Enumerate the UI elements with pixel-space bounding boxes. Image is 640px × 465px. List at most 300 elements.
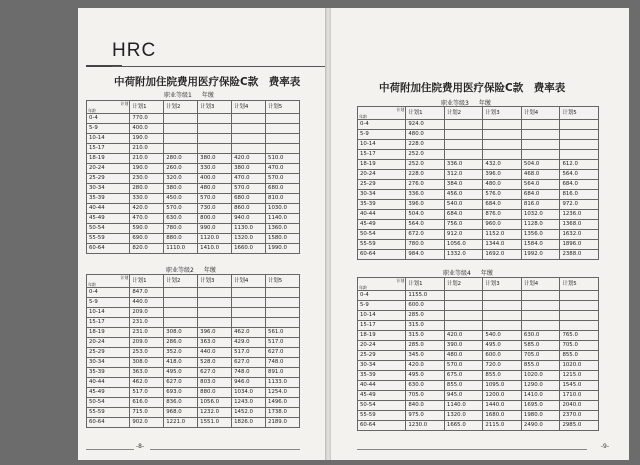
premium-cell: 1344.0 [483,240,522,250]
age-band-cell: 30-34 [87,358,130,368]
premium-cell: 972.0 [560,200,599,210]
premium-cell: 630.0 [521,331,560,341]
table-row [87,338,300,348]
table-row [87,348,300,358]
rate-table-level-2 [86,274,300,428]
table-caption [164,90,224,99]
premium-cell [483,150,522,160]
age-band-cell: 50-54 [87,224,130,234]
premium-cell [266,134,300,144]
table-caption [443,268,503,277]
premium-cell [266,288,300,298]
premium-cell: 570.0 [232,184,266,194]
table-row [358,240,599,250]
premium-cell: 1221.0 [164,418,198,428]
premium-cell: 429.0 [232,338,266,348]
table-row [87,224,300,234]
premium-cell: 800.0 [198,214,232,224]
table-row [87,358,300,368]
premium-cell: 570.0 [198,194,232,204]
premium-cell: 590.0 [130,224,164,234]
premium-cell: 684.0 [560,180,599,190]
premium-cell: 209.0 [130,338,164,348]
premium-cell [444,130,483,140]
premium-cell: 252.0 [406,150,445,160]
premium-cell: 816.0 [560,190,599,200]
premium-cell: 810.0 [266,194,300,204]
premium-cell: 946.0 [232,378,266,388]
premium-cell [232,288,266,298]
premium-cell: 1215.0 [560,371,599,381]
table-row [87,418,300,428]
premium-cell: 2388.0 [560,250,599,260]
premium-cell: 380.0 [198,154,232,164]
age-band-cell: 15-17 [358,150,406,160]
age-band-cell: 55-59 [87,234,130,244]
premium-cell [521,291,560,301]
premium-cell: 1030.0 [266,204,300,214]
premium-cell: 705.0 [560,341,599,351]
age-band-cell: 35-39 [358,371,406,381]
premium-cell: 380.0 [164,184,198,194]
premium-cell: 847.0 [130,288,164,298]
header-age-label: 年龄 [88,108,96,113]
premium-cell: 480.0 [406,130,445,140]
table-row [87,244,300,254]
premium-cell: 748.0 [232,368,266,378]
table-row [358,210,599,220]
premium-cell: 450.0 [164,194,198,204]
premium-cell: 1128.0 [521,220,560,230]
premium-cell [483,291,522,301]
table-row [358,351,599,361]
table-row [358,391,599,401]
premium-cell [164,318,198,328]
age-band-cell: 25-29 [87,348,130,358]
premium-cell: 252.0 [406,160,445,170]
age-band-cell: 20-24 [87,164,130,174]
age-band-cell: 0-4 [87,288,130,298]
premium-cell: 780.0 [164,224,198,234]
table-row [87,154,300,164]
premium-cell: 462.0 [232,328,266,338]
premium-cell: 2115.0 [483,421,522,431]
table-row [358,230,599,240]
footer-rule [357,449,587,450]
premium-cell: 315.0 [406,321,445,331]
premium-cell: 902.0 [130,418,164,428]
age-band-cell: 40-44 [358,210,406,220]
premium-cell: 820.0 [130,244,164,254]
table-row [87,388,300,398]
premium-cell: 280.0 [164,154,198,164]
age-band-cell: 5-9 [87,298,130,308]
premium-cell: 1368.0 [560,220,599,230]
premium-cell: 1320.0 [444,411,483,421]
premium-cell [560,140,599,150]
plan-header: 计划5 [266,101,300,114]
premium-cell: 576.0 [483,190,522,200]
age-band-cell: 20-24 [87,338,130,348]
premium-cell [483,311,522,321]
table-row [358,150,599,160]
premium-cell: 940.0 [232,214,266,224]
table-row [358,220,599,230]
premium-cell: 855.0 [483,371,522,381]
premium-cell: 585.0 [521,341,560,351]
premium-cell: 230.0 [130,174,164,184]
premium-cell: 780.0 [406,240,445,250]
premium-cell: 1896.0 [560,240,599,250]
premium-cell: 803.0 [198,378,232,388]
premium-cell: 730.0 [198,204,232,214]
age-band-cell: 15-17 [358,321,406,331]
premium-cell: 1826.0 [232,418,266,428]
premium-cell: 1660.0 [232,244,266,254]
premium-cell [444,291,483,301]
premium-cell: 480.0 [444,351,483,361]
premium-cell: 1710.0 [560,391,599,401]
header-plan-label: 计划 [396,278,405,283]
age-band-cell: 55-59 [358,240,406,250]
premium-cell [266,318,300,328]
premium-cell [232,134,266,144]
table-row [87,298,300,308]
premium-cell: 855.0 [521,361,560,371]
table-row [87,408,300,418]
premium-cell: 470.0 [130,214,164,224]
table-row [87,398,300,408]
age-band-cell: 18-19 [87,154,130,164]
premium-cell: 418.0 [164,358,198,368]
premium-cell: 627.0 [198,368,232,378]
premium-cell: 380.0 [232,164,266,174]
premium-cell [232,124,266,134]
premium-cell: 504.0 [406,210,445,220]
premium-cell: 315.0 [406,331,445,341]
table-row [358,170,599,180]
age-band-cell: 25-29 [358,351,406,361]
table-row [358,411,599,421]
premium-cell: 1152.0 [483,230,522,240]
premium-cell: 880.0 [164,234,198,244]
premium-cell [198,114,232,124]
premium-cell [198,308,232,318]
premium-cell: 495.0 [483,341,522,351]
plan-header: 计划3 [198,275,232,288]
premium-cell [232,298,266,308]
premium-cell: 363.0 [130,368,164,378]
premium-cell [198,318,232,328]
premium-cell [483,140,522,150]
premium-cell: 352.0 [164,348,198,358]
premium-cell [560,311,599,321]
premium-cell: 363.0 [198,338,232,348]
plan-header: 计划4 [521,278,560,291]
premium-cell [266,298,300,308]
premium-cell: 276.0 [406,180,445,190]
footer-rule [150,449,300,450]
premium-cell: 2490.0 [521,421,560,431]
plan-header: 计划4 [521,107,560,120]
age-band-cell: 10-14 [87,134,130,144]
premium-cell: 1140.0 [444,401,483,411]
premium-cell: 680.0 [232,194,266,204]
age-band-cell: 10-14 [87,308,130,318]
premium-cell [198,124,232,134]
premium-cell: 1056.0 [198,398,232,408]
plan-header: 计划3 [198,101,232,114]
premium-cell: 627.0 [266,348,300,358]
premium-cell: 1545.0 [560,381,599,391]
premium-cell [521,311,560,321]
premium-cell: 330.0 [130,194,164,204]
age-band-cell: 60-64 [87,418,130,428]
age-band-cell: 40-44 [87,378,130,388]
table-row [87,114,300,124]
age-band-cell: 55-59 [358,411,406,421]
premium-cell: 312.0 [444,170,483,180]
premium-cell: 1584.0 [521,240,560,250]
table-row [358,311,599,321]
premium-cell [266,114,300,124]
premium-cell: 396.0 [483,170,522,180]
premium-cell [198,288,232,298]
age-band-cell: 45-49 [87,214,130,224]
age-band-cell: 25-29 [87,174,130,184]
premium-cell: 720.0 [483,361,522,371]
premium-cell: 336.0 [406,190,445,200]
age-band-cell: 30-34 [87,184,130,194]
table-row [358,361,599,371]
occupation-level: 职业等级4 [443,270,471,277]
premium-cell: 420.0 [406,361,445,371]
premium-cell: 210.0 [130,154,164,164]
premium-cell: 540.0 [483,331,522,341]
header-age-label: 年龄 [359,114,367,119]
age-band-cell: 40-44 [87,204,130,214]
table-row [87,124,300,134]
premium-cell: 396.0 [406,200,445,210]
premium-cell [164,288,198,298]
premium-cell: 1133.0 [266,378,300,388]
premium-cell: 400.0 [198,174,232,184]
premium-cell: 672.0 [406,230,445,240]
premium-cell: 564.0 [560,170,599,180]
age-band-cell: 18-19 [358,160,406,170]
premium-cell: 975.0 [406,411,445,421]
premium-cell: 330.0 [198,164,232,174]
premium-cell: 1410.0 [198,244,232,254]
premium-cell: 855.0 [560,351,599,361]
premium-cell: 345.0 [406,351,445,361]
age-band-cell: 50-54 [358,401,406,411]
premium-cell: 1140.0 [266,214,300,224]
age-band-cell: 60-64 [87,244,130,254]
age-band-cell: 5-9 [358,130,406,140]
table-row [358,331,599,341]
premium-cell: 675.0 [444,371,483,381]
premium-cell: 1095.0 [483,381,522,391]
premium-cell: 253.0 [130,348,164,358]
occupation-level: 职业等级3 [441,100,469,107]
premium-cell: 855.0 [444,381,483,391]
table-row [87,184,300,194]
premium-cell: 1032.0 [521,210,560,220]
premium-cell: 1980.0 [521,411,560,421]
premium-cell: 1356.0 [521,230,560,240]
age-band-cell: 50-54 [87,398,130,408]
premium-cell: 840.0 [406,401,445,411]
table-row [358,200,599,210]
age-band-cell: 0-4 [358,291,406,301]
header-corner-cell [358,278,406,291]
premium-cell: 561.0 [266,328,300,338]
plan-header: 计划2 [164,275,198,288]
premium-cell: 748.0 [266,358,300,368]
premium-cell: 517.0 [266,338,300,348]
age-band-cell: 35-39 [87,194,130,204]
premium-cell: 470.0 [232,174,266,184]
premium-cell: 285.0 [406,341,445,351]
premium-cell [483,301,522,311]
occupation-level: 职业等级2 [166,267,194,274]
premium-cell: 209.0 [130,308,164,318]
premium-cell [198,134,232,144]
age-band-cell: 45-49 [358,391,406,401]
premium-cell: 570.0 [164,204,198,214]
age-band-cell: 10-14 [358,311,406,321]
premium-cell [198,144,232,154]
premium-cell: 468.0 [521,170,560,180]
occupation-level: 职业等级1 [164,92,192,99]
page-title: 中荷附加住院费用医疗保险C款 费率表 [114,76,301,88]
premium-cell: 1695.0 [521,401,560,411]
premium-cell [164,134,198,144]
payment-mode: 年缴 [203,267,216,274]
premium-cell [444,311,483,321]
premium-cell: 320.0 [164,174,198,184]
premium-cell: 690.0 [130,234,164,244]
premium-cell: 1632.0 [560,230,599,240]
premium-cell [266,144,300,154]
premium-cell: 1496.0 [266,398,300,408]
premium-cell [164,308,198,318]
premium-cell: 1254.0 [266,388,300,398]
age-band-cell: 0-4 [87,114,130,124]
premium-cell: 285.0 [406,311,445,321]
premium-cell: 495.0 [406,371,445,381]
premium-cell [232,114,266,124]
table-row [358,341,599,351]
premium-cell: 1738.0 [266,408,300,418]
premium-cell [560,150,599,160]
table-row [87,308,300,318]
plan-header: 计划1 [406,278,445,291]
premium-cell: 564.0 [406,220,445,230]
table-caption [166,265,226,274]
premium-cell: 860.0 [232,204,266,214]
premium-cell: 876.0 [483,210,522,220]
age-band-cell: 18-19 [87,328,130,338]
plan-header: 计划1 [406,107,445,120]
rate-table-level-1 [86,100,300,254]
premium-cell [560,120,599,130]
premium-cell: 517.0 [130,388,164,398]
premium-cell: 420.0 [444,331,483,341]
table-row [358,130,599,140]
premium-cell: 440.0 [198,348,232,358]
table-row [87,318,300,328]
payment-mode: 年缴 [480,270,493,277]
plan-header: 计划1 [130,101,164,114]
table-row [87,234,300,244]
header-corner-cell [87,275,130,288]
premium-cell [444,140,483,150]
premium-cell: 984.0 [406,250,445,260]
premium-cell [521,140,560,150]
premium-cell: 1290.0 [521,381,560,391]
premium-cell: 1332.0 [444,250,483,260]
premium-cell [483,321,522,331]
table-row [87,134,300,144]
premium-cell: 231.0 [130,328,164,338]
premium-cell: 960.0 [483,220,522,230]
premium-cell: 1243.0 [232,398,266,408]
premium-cell: 228.0 [406,170,445,180]
premium-cell: 1020.0 [521,371,560,381]
premium-cell: 540.0 [444,200,483,210]
premium-cell: 504.0 [521,160,560,170]
table-row [87,214,300,224]
premium-cell: 1992.0 [521,250,560,260]
premium-cell: 1200.0 [483,391,522,401]
table-row [87,378,300,388]
premium-cell: 616.0 [130,398,164,408]
premium-cell: 1120.0 [198,234,232,244]
premium-cell: 390.0 [444,341,483,351]
premium-cell [444,321,483,331]
age-band-cell: 10-14 [358,140,406,150]
premium-cell: 1551.0 [198,418,232,428]
premium-cell: 836.0 [164,398,198,408]
header-age-label: 年龄 [88,282,96,287]
premium-cell: 1680.0 [483,411,522,421]
premium-cell: 1360.0 [266,224,300,234]
premium-cell: 495.0 [164,368,198,378]
age-band-cell: 35-39 [358,200,406,210]
premium-cell: 280.0 [130,184,164,194]
age-band-cell: 30-34 [358,190,406,200]
premium-cell: 912.0 [444,230,483,240]
footer-rule [86,449,134,450]
premium-cell: 308.0 [130,358,164,368]
header-corner-cell [87,101,130,114]
premium-cell: 1665.0 [444,421,483,431]
premium-cell: 705.0 [406,391,445,401]
premium-cell: 308.0 [164,328,198,338]
premium-cell: 630.0 [164,214,198,224]
premium-cell: 1440.0 [483,401,522,411]
age-band-cell: 20-24 [358,341,406,351]
table-row [358,140,599,150]
premium-cell: 684.0 [483,200,522,210]
premium-cell: 286.0 [164,338,198,348]
premium-cell [164,114,198,124]
premium-cell [164,124,198,134]
premium-cell: 816.0 [521,200,560,210]
premium-cell: 1692.0 [483,250,522,260]
